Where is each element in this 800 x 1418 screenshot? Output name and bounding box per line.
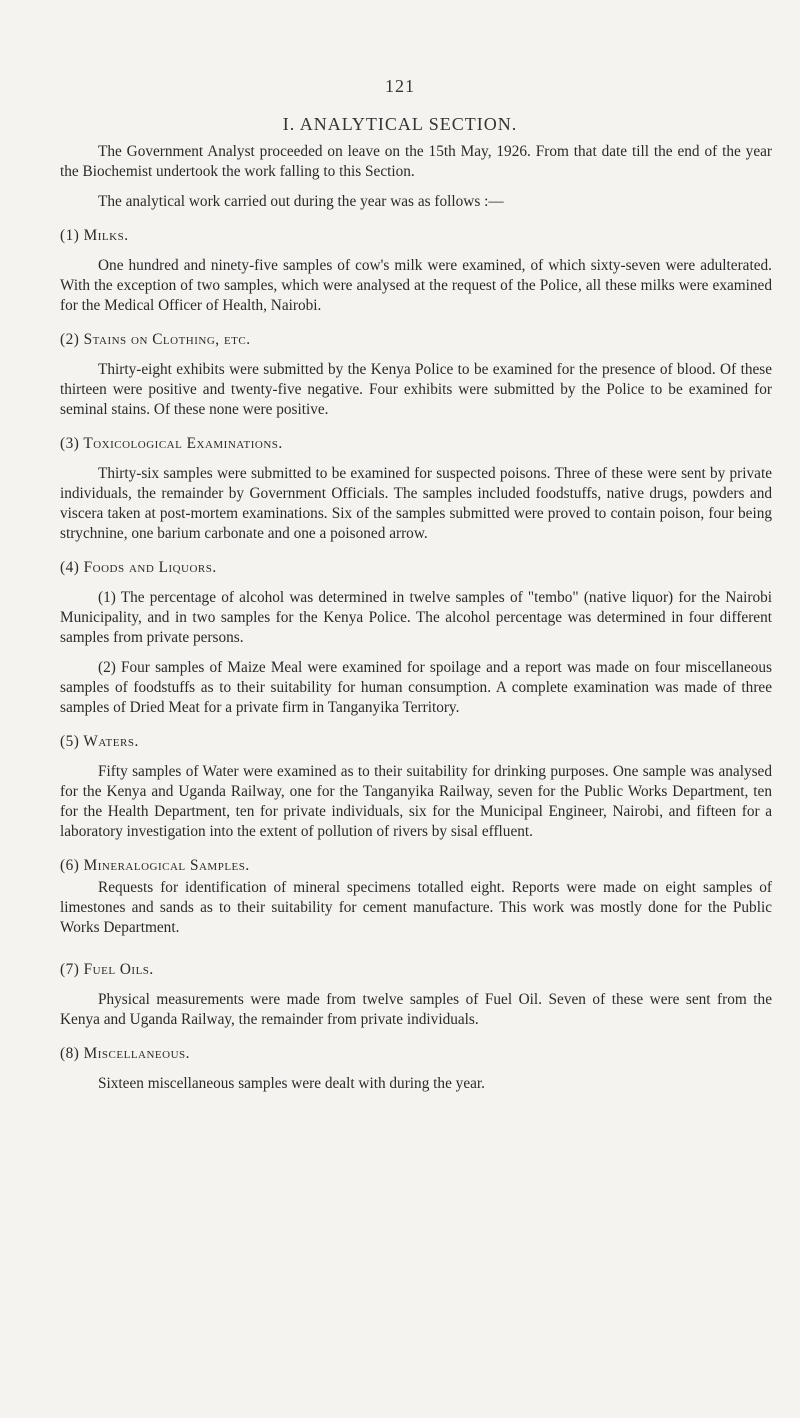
heading-foods: (4) Foods and Liquors.: [60, 559, 217, 576]
document-body: [60, 142, 772, 1094]
paragraph-toxicological: Thirty-six samples were submitted to be examined for suspected poisons. Three of these were sent by private individuals, the remainder by Government Officials. The samples included foodstuffs, native drugs, powders and viscera taken at post-mortem examinations. Six of the samples submitted were proved to contain poison, four being strychnine, one barium carbonate and one a poisoned arrow.: [60, 465, 772, 542]
heading-stains: (2) Stains on Clothing, etc.: [60, 331, 251, 348]
intro-paragraph: The Government Analyst proceeded on leave on the 15th May, 1926. From that date till the end of the year the Biochemist undertook the work falling to this Section.: [60, 143, 772, 180]
intro-paragraph-2: The analytical work carried out during the year was as follows :—: [98, 193, 504, 210]
heading-misc: (8) Miscellaneous.: [60, 1045, 190, 1062]
paragraph-stains: Thirty-eight exhibits were submitted by the Kenya Police to be examined for the presence of blood. Of these thirteen were positive and twenty-five negative. Four exhibits were submitted by the Police to be examined for seminal stains. Of these none were positive.: [60, 361, 772, 418]
paragraph-foods-1: (1) The percentage of alcohol was determined in twelve samples of "tembo" (native liquor) for the Nairobi Municipality, and in two samples for the Kenya Police. The alcohol percentage was determined in four different samples from private persons.: [60, 589, 772, 646]
paragraph-misc: Sixteen miscellaneous samples were dealt with during the year.: [98, 1075, 485, 1092]
heading-toxicological: (3) Toxicological Examinations.: [60, 435, 283, 452]
paragraph-foods-2: (2) Four samples of Maize Meal were examined for spoilage and a report was made on four miscellaneous samples of foodstuffs as to their suitability for human consumption. A complete examination was made of three samples of Dried Meat for a private firm in Tanganyika Territory.: [60, 659, 772, 716]
heading-milks: (1) Milks.: [60, 227, 129, 244]
paragraph-mineral: Requests for identification of mineral specimens totalled eight. Reports were made on eight samples of limestones and sands as to their suitability for cement manufacture. This work was mostly done for the Public Works Department.: [60, 879, 772, 936]
paragraph-milks: One hundred and ninety-five samples of cow's milk were examined, of which sixty-seven were adulterated. With the exception of two samples, which were analysed at the request of the Police, all these milks were examined for the Medical Officer of Health, Nairobi.: [60, 257, 772, 314]
paragraph-waters: Fifty samples of Water were examined as to their suitability for drinking purposes. One sample was analysed for the Kenya and Uganda Railway, one for the Tanganyika Railway, seven for the Public Works Department, ten for the Health Department, ten for private individuals, six for the Municipal Engineer, Nairobi, and fifteen for a laboratory investigation into the extent of pollution of rivers by sisal effluent.: [60, 763, 772, 840]
heading-fuel: (7) Fuel Oils.: [60, 961, 154, 978]
paragraph-fuel: Physical measurements were made from twelve samples of Fuel Oil. Seven of these were sent from the Kenya and Uganda Railway, the remainder from private individuals.: [60, 991, 772, 1028]
section-title: I. ANALYTICAL SECTION.: [282, 114, 518, 134]
heading-mineral: (6) Mineralogical Samples.: [60, 857, 250, 874]
heading-waters: (5) Waters.: [60, 733, 139, 750]
page-number: 121: [385, 76, 415, 96]
